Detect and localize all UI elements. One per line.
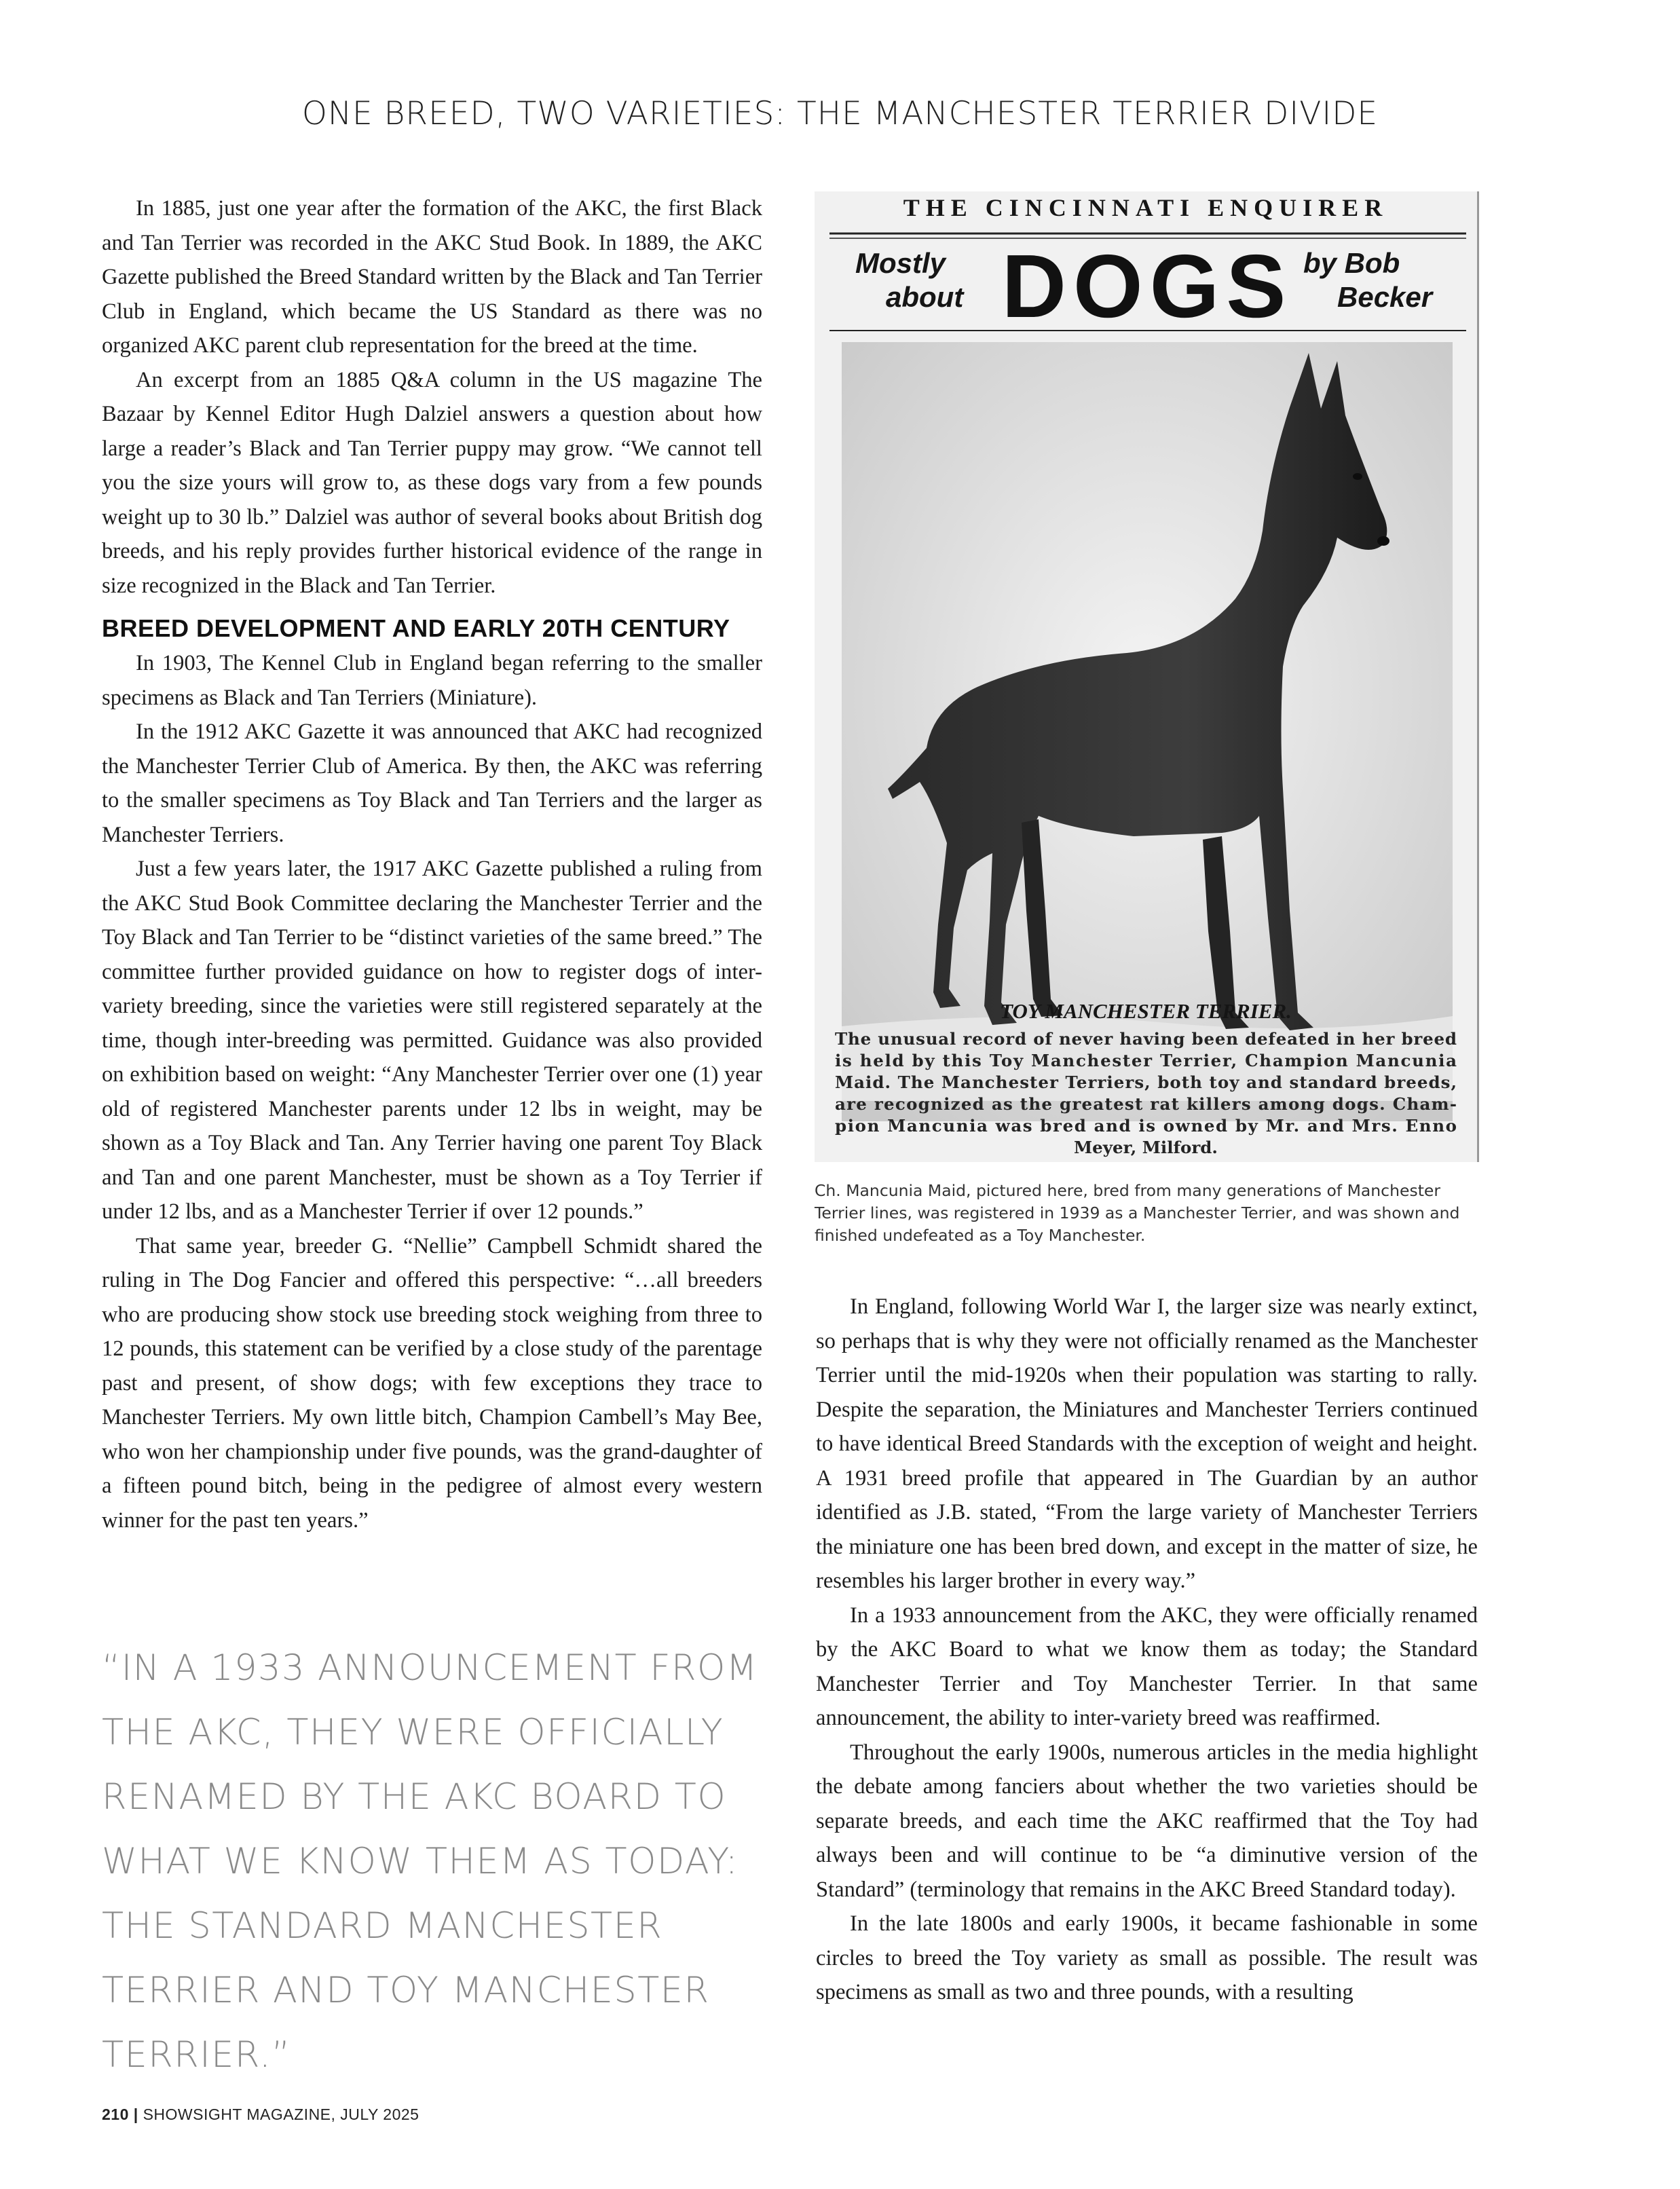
paragraph: In 1885, just one year after the formation of the AKC, the first Black and Tan Terrier was recorded in the AKC Stud Book. In 1889, the AKC Gazette published the Breed Standard written by the Black and Tan Terrier Club in England, which became the US Standard as there was no organized AKC parent club representation for the breed at the time. xyxy=(102,196,762,358)
newspaper-clipping-figure xyxy=(815,191,1479,1162)
clip-heading: TOY MANCHESTER TERRIER. xyxy=(1000,999,1292,1023)
clip-line: Meyer, Milford. xyxy=(1074,1138,1218,1157)
paragraph: Just a few years later, the 1917 AKC Gazette published a ruling from the AKC Stud Book Committee declaring the Manchester Terrier and the Toy Black and Tan Terrier to be “distinct varieties of the same breed.” The committee further provided guidance on how to register dogs of inter-variety breeding, since the varieties were still registered separately at the time, though inter-breeding was permitted. Guidance was also provided on exhibition based on weight: “Any Manchester Terrier over one (1) year old of registered Manchester parents under 12 lbs in weight, may be shown as a Toy Black and Tan. Any Terrier having one parent Toy Black and Tan and one parent Manchester, must be shown as a Toy Terrier if under 12 lbs, and as a Manchester Terrier if over 12 pounds.” xyxy=(102,857,762,1224)
column-title: DOGS xyxy=(1001,236,1293,336)
paragraph: Throughout the early 1900s, numerous articles in the media highlight the debate among fanciers about whether the two varieties should be separate breeds, and each time the AKC reaffirmed that the Toy had always been and will continue to be “a diminutive version of the Standard” (terminology that remains in the AKC Breed Standard today). xyxy=(816,1740,1478,1902)
section-heading: BREED DEVELOPMENT AND EARLY 20TH CENTURY xyxy=(102,614,730,642)
footer-separator: | xyxy=(133,2106,138,2123)
page-number: 210 xyxy=(102,2106,129,2123)
clip-line: The unusual record of never having been defeated in her breed xyxy=(835,1029,1457,1049)
clip-line: Maid. The Manchester Terriers, both toy and standard breeds, xyxy=(835,1072,1457,1092)
publication-name: SHOWSIGHT MAGAZINE, JULY 2025 xyxy=(143,2106,419,2123)
paragraph: In the 1912 AKC Gazette it was announced that AKC had recognized the Manchester Terrier Club of America. By then, the AKC was referring to the smaller specimens as Toy Black and Tan Terriers and the larger as Manchester Terriers. xyxy=(102,719,762,847)
page-footer xyxy=(102,2106,419,2124)
newspaper-clipping xyxy=(815,191,1477,1162)
paragraph: In 1903, The Kennel Club in England began referring to the smaller specimens as Black and Tan Terriers (Miniature). xyxy=(102,651,762,710)
clip-line: pion Mancunia was bred and is owned by Mr. and Mrs. Enno xyxy=(835,1116,1457,1136)
figure-caption: Ch. Mancunia Maid, pictured here, bred from many generations of Manchester Terrier lines, was registered in 1939 as a Manchester Terrier, and was shown and finished undefeated as a Toy Manchester. xyxy=(815,1181,1460,1245)
paragraph: In a 1933 announcement from the AKC, they were officially renamed by the AKC Board to what we know them as today; the Standard Manchester Terrier and Toy Manchester Terrier. In that same announcement, the ability to inter-variety breed was reaffirmed. xyxy=(816,1603,1478,1730)
clip-line: are recognized as the greatest rat killers among dogs. Cham- xyxy=(835,1094,1457,1114)
column-header-left-1: Mostly xyxy=(855,247,946,279)
page-title: ONE BREED, TWO VARIETIES: THE MANCHESTER TERRIER DIVIDE xyxy=(301,95,1379,132)
paragraph: In England, following World War I, the larger size was nearly extinct, so perhaps that is why they were not officially renamed as the Manchester Terrier until the mid-1920s when their population was starting to rally. Despite the separation, the Miniatures and Manchester Terriers continued to have identical Breed Standards with the exception of weight and height. A 1931 breed profile that appeared in The Guardian by an author identified as J.B. stated, “From the large variety of Manchester Terriers the miniature one has been bred down, and except in the matter of size, he resembles his larger brother in every way.” xyxy=(816,1294,1478,1593)
column-header-left-2: about xyxy=(886,281,964,313)
paragraph: In the late 1800s and early 1900s, it became fashionable in some circles to breed the Toy variety as small as possible. The result was specimens as small as two and three pounds, with a resulting xyxy=(816,1911,1478,2004)
paragraph: An excerpt from an 1885 Q&A column in the US magazine The Bazaar by Kennel Editor Hugh Dalziel answers a question about how large a reader’s Black and Tan Terrier puppy may grow. “We cannot tell you the size yours will grow to, as these dogs vary from a few pounds weight up to 30 lb.” Dalziel was author of several books about British dog breeds, and his reply provides further historical evidence of the range in size recognized in the Black and Tan Terrier. xyxy=(102,367,762,598)
column-header-right-2: Becker xyxy=(1337,281,1433,313)
clip-line: is held by this Toy Manchester Terrier, Champion Mancunia xyxy=(835,1051,1457,1070)
paragraph: That same year, breeder G. “Nellie” Campbell Schmidt shared the ruling in The Dog Fancier and offered this perspective: “…all breeders who are producing show stock use breeding stock weighing from three to 12 pounds, this statement can be verified by a close study of the parentage past and present, of show dogs; with few exceptions they trace to Manchester Terriers. My own little bitch, Champion Cambell’s May Bee, who won her championship under five pounds, was the grand-daughter of a fifteen pound bitch, being in the pedigree of almost every western winner for the past ten years.” xyxy=(102,1233,762,1533)
column-header-right-1: by Bob xyxy=(1303,247,1400,279)
left-column xyxy=(102,191,762,1537)
right-column xyxy=(816,1290,1478,2010)
masthead-text: THE CINCINNATI ENQUIRER xyxy=(903,194,1389,221)
pull-quote: “IN A 1933 ANNOUNCEMENT FROM THE AKC, THEY WERE OFFICIALLY RENAMED BY THE AKC BOARD TO WHAT WE KNOW THEM AS TODAY: THE STANDARD MANCHESTER TERRIER AND TOY MANCHESTER TERRIER.” xyxy=(102,1647,758,2076)
